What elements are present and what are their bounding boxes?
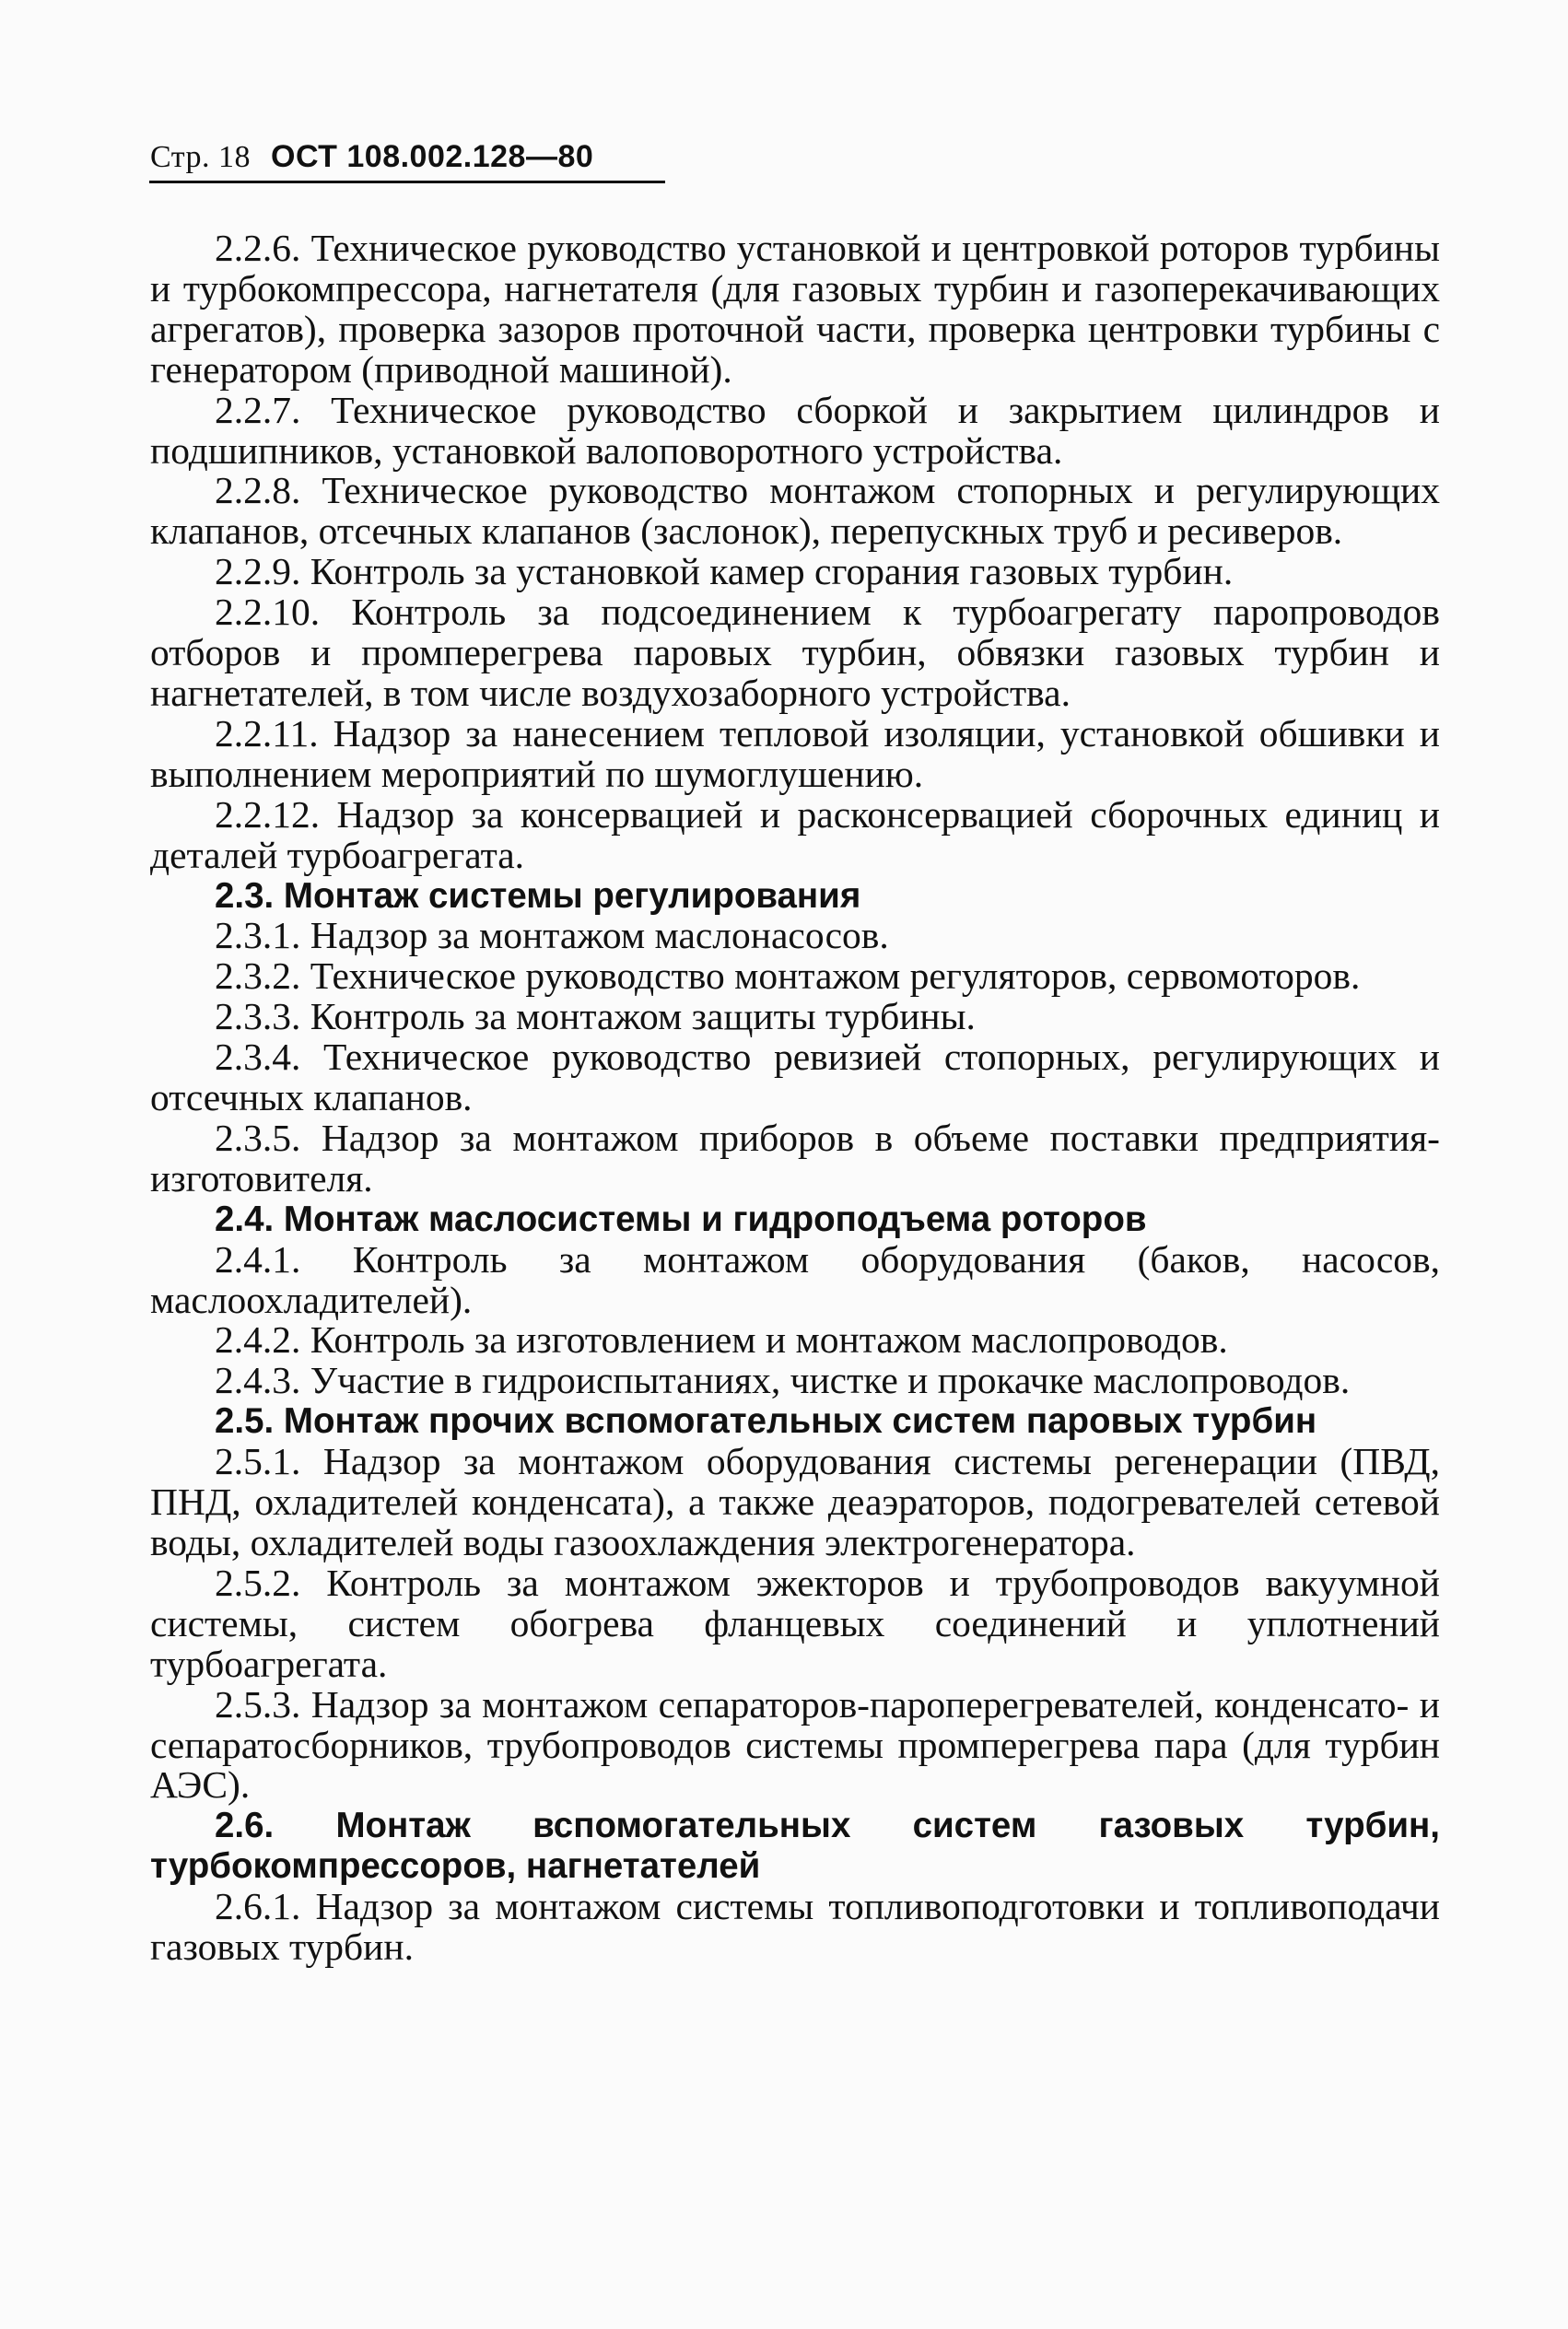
paragraph: 2.2.8. Техническое руководство монтажом стопорных и регулирующих клапанов, отсечных клапанов (заслонок), перепускных труб и ресиверов. [150,469,1440,553]
section-heading: 2.6. Монтаж вспомогательных систем газовых турбин, турбокомпрессоров, нагнетателей [150,1806,1440,1887]
section-heading: 2.4. Монтаж маслосистемы и гидроподъема роторов [215,1199,1147,1239]
paragraph: 2.6.1. Надзор за монтажом системы топливоподготовки и топливоподачи газовых турбин. [150,1885,1440,1969]
paragraph: 2.3.4. Техническое руководство ревизией стопорных, регулирующих и отсечных клапанов. [150,1036,1440,1119]
paragraph: 2.3.2. Техническое руководство монтажом регуляторов, сервомоторов. [215,954,1361,998]
document-body [150,228,1440,1968]
standard-number: ОСТ 108.002.128—80 [271,139,594,174]
paragraph: 2.3.5. Надзор за монтажом приборов в объеме поставки предприятия-изготовителя. [150,1116,1440,1200]
paragraph: 2.2.9. Контроль за установкой камер сгорания газовых турбин. [215,550,1234,593]
paragraph: 2.5.1. Надзор за монтажом оборудования системы регенерации (ПВД, ПНД, охладителей конденсата), а также деаэраторов, подогревателей сетевой воды, охладителей воды газоохлаждения электрогенератора. [150,1440,1440,1563]
paragraph: 2.2.7. Техническое руководство сборкой и закрытием цилиндров и подшипников, установкой валоповоротного устройства. [150,388,1440,472]
section-heading: 2.3. Монтаж системы регулирования [215,875,861,916]
page-header [150,138,593,176]
paragraph: 2.5.2. Контроль за монтажом эжекторов и трубопроводов вакуумной системы, систем обогрева фланцевых соединений и уплотнений турбоагрегата. [150,1561,1440,1685]
header-rule [149,181,665,183]
paragraph: 2.4.1. Контроль за монтажом оборудования (баков, насосов, маслоохладителей). [150,1237,1440,1321]
paragraph: 2.2.10. Контроль за подсоединением к турбоагрегату паропроводов отборов и промперегрева паровых турбин, обвязки газовых турбин и нагнетателей, в том числе воздухозаборного устройства. [150,591,1440,714]
paragraph: 2.4.2. Контроль за изготовлением и монтажом маслопроводов. [215,1318,1228,1362]
paragraph: 2.4.3. Участие в гидроиспытаниях, чистке и прокачке маслопроводов. [215,1359,1351,1402]
paragraph: 2.2.12. Надзор за консервацией и расконсервацией сборочных единиц и деталей турбоагрегата. [150,792,1440,876]
paragraph: 2.2.11. Надзор за нанесением тепловой изоляции, установкой обшивки и выполнением мероприятий по шумоглушению. [150,711,1440,795]
section-heading: 2.5. Монтаж прочих вспомогательных систем паровых турбин [215,1401,1317,1442]
paragraph: 2.5.3. Надзор за монтажом сепараторов-пароперегревателей, конденсато- и сепаратосборников, трубопроводов системы промперегрева пара (для турбин АЭС). [150,1682,1440,1807]
paragraph: 2.3.3. Контроль за монтажом защиты турбины. [215,995,976,1038]
paragraph: 2.3.1. Надзор за монтажом маслонасосов. [215,914,889,957]
page-number: Стр. 18 [150,140,252,174]
paragraph: 2.2.6. Техническое руководство установкой и центровкой роторов турбины и турбокомпрессора, нагнетателя (для газовых турбин и газоперекачивающих агрегатов), проверка зазоров проточной части, проверка центровки турбины с генератором (приводной машиной). [150,227,1440,391]
